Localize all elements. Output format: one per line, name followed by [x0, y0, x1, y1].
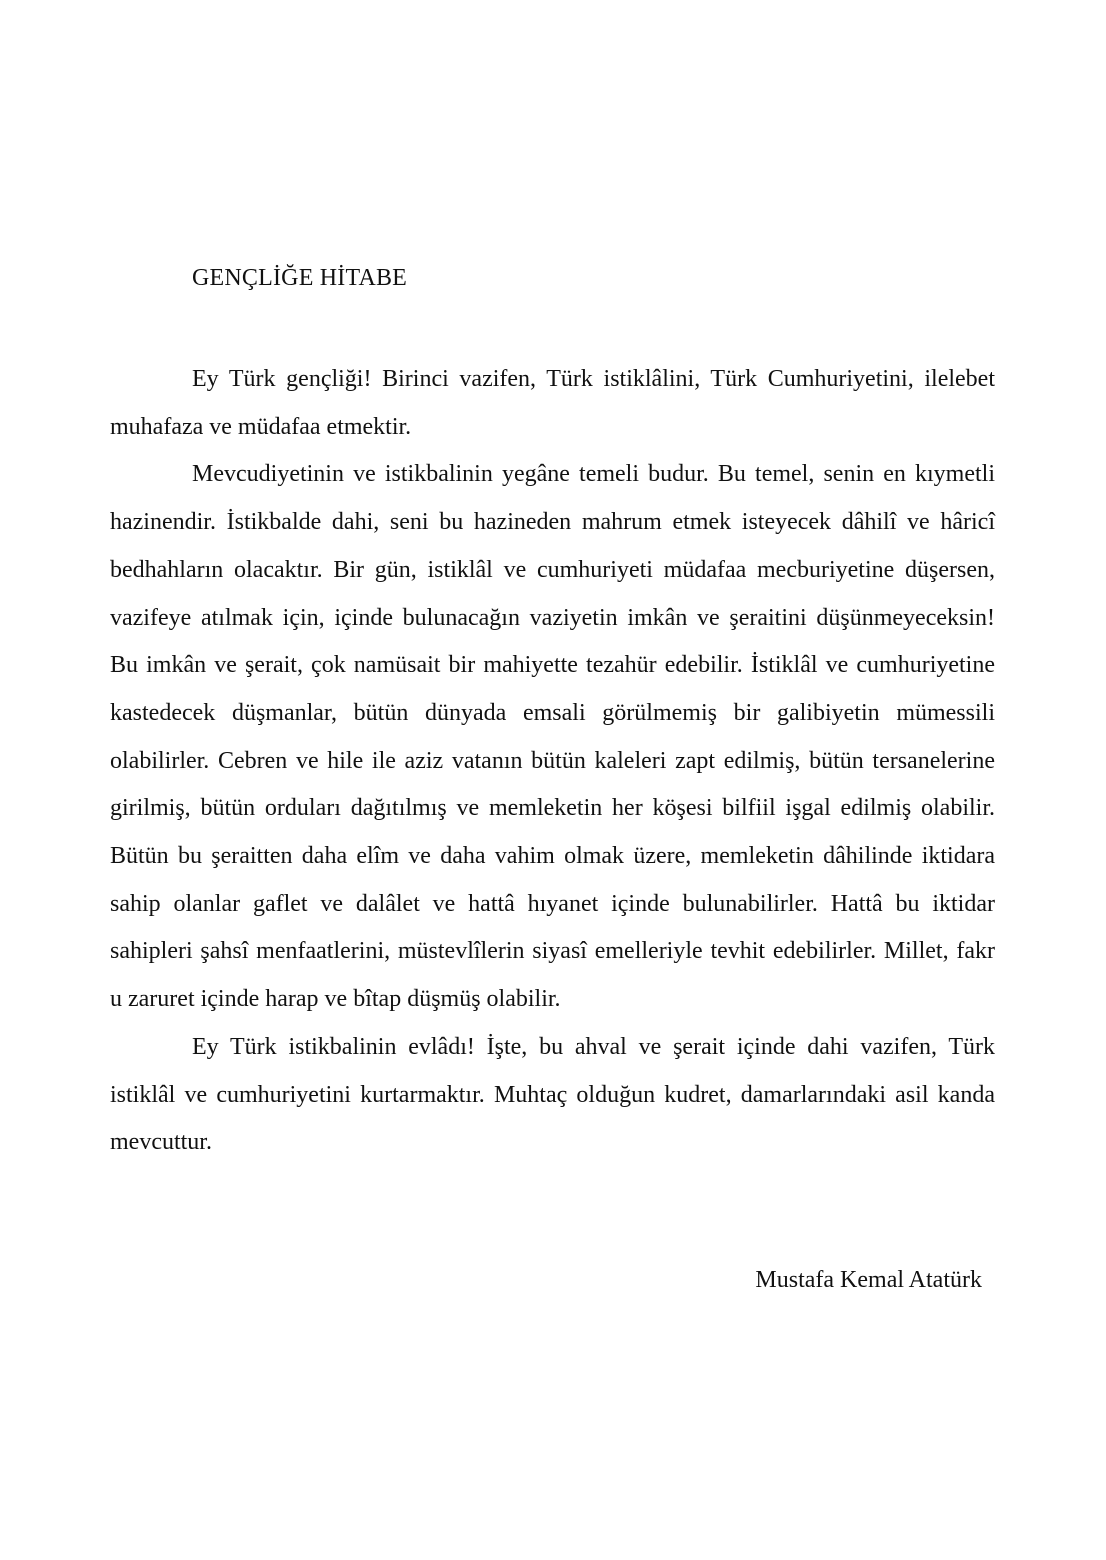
paragraph-2: Mevcudiyetinin ve istikbalinin yegâne temeli budur. Bu temel, senin en kıymetli hazinendir. İstikbalde dahi, seni bu hazineden mahrum etmek isteyecek dâhilî ve hâricî bedhahların olacaktır. Bir gün, istiklâl ve cumhuriyeti müdafaa mecburiyetine düşersen, vazifeye atılmak için, içinde bulunacağın vaziyetin imkân ve şeraitini düşünmeyeceksin! Bu imkân ve şerait, çok namüsait bir mahiyette tezahür edebilir. İstiklâl ve cumhuriyetine kastedecek düşmanlar, bütün dünyada emsali görülmemiş bir galibiyetin mümessili olabilirler. Cebren ve hile ile aziz vatanın bütün kaleleri zapt edilmiş, bütün tersanelerine girilmiş, bütün orduları dağıtılmış ve memleketin her köşesi bilfiil işgal edilmiş olabilir. Bütün bu şeraitten daha elîm ve daha vahim olmak üzere, memleketin dâhilinde iktidara sahip olanlar gaflet ve dalâlet ve hattâ hıyanet içinde bulunabilirler. Hattâ bu iktidar sahipleri şahsî menfaatlerini, müstevlîlerin siyasî emelleriyle tevhit edebilirler. Millet, fakr u zaruret içinde harap ve bîtap düşmüş olabilir. [110, 461, 995, 1013]
author-signature: Mustafa Kemal Atatürk [755, 1267, 982, 1293]
document-title: GENÇLİĞE HİTABE [192, 265, 408, 291]
document-body [110, 356, 995, 1167]
paragraph-1: Ey Türk gençliği! Birinci vazifen, Türk istiklâlini, Türk Cumhuriyetini, ilelebet muhafaza ve müdafaa etmektir. [110, 366, 995, 440]
paragraph-3: Ey Türk istikbalinin evlâdı! İşte, bu ahval ve şerait içinde dahi vazifen, Türk istiklâl ve cumhuriyetini kurtarmaktır. Muhtaç olduğun kudret, damarlarındaki asil kanda mevcuttur. [110, 1033, 995, 1156]
